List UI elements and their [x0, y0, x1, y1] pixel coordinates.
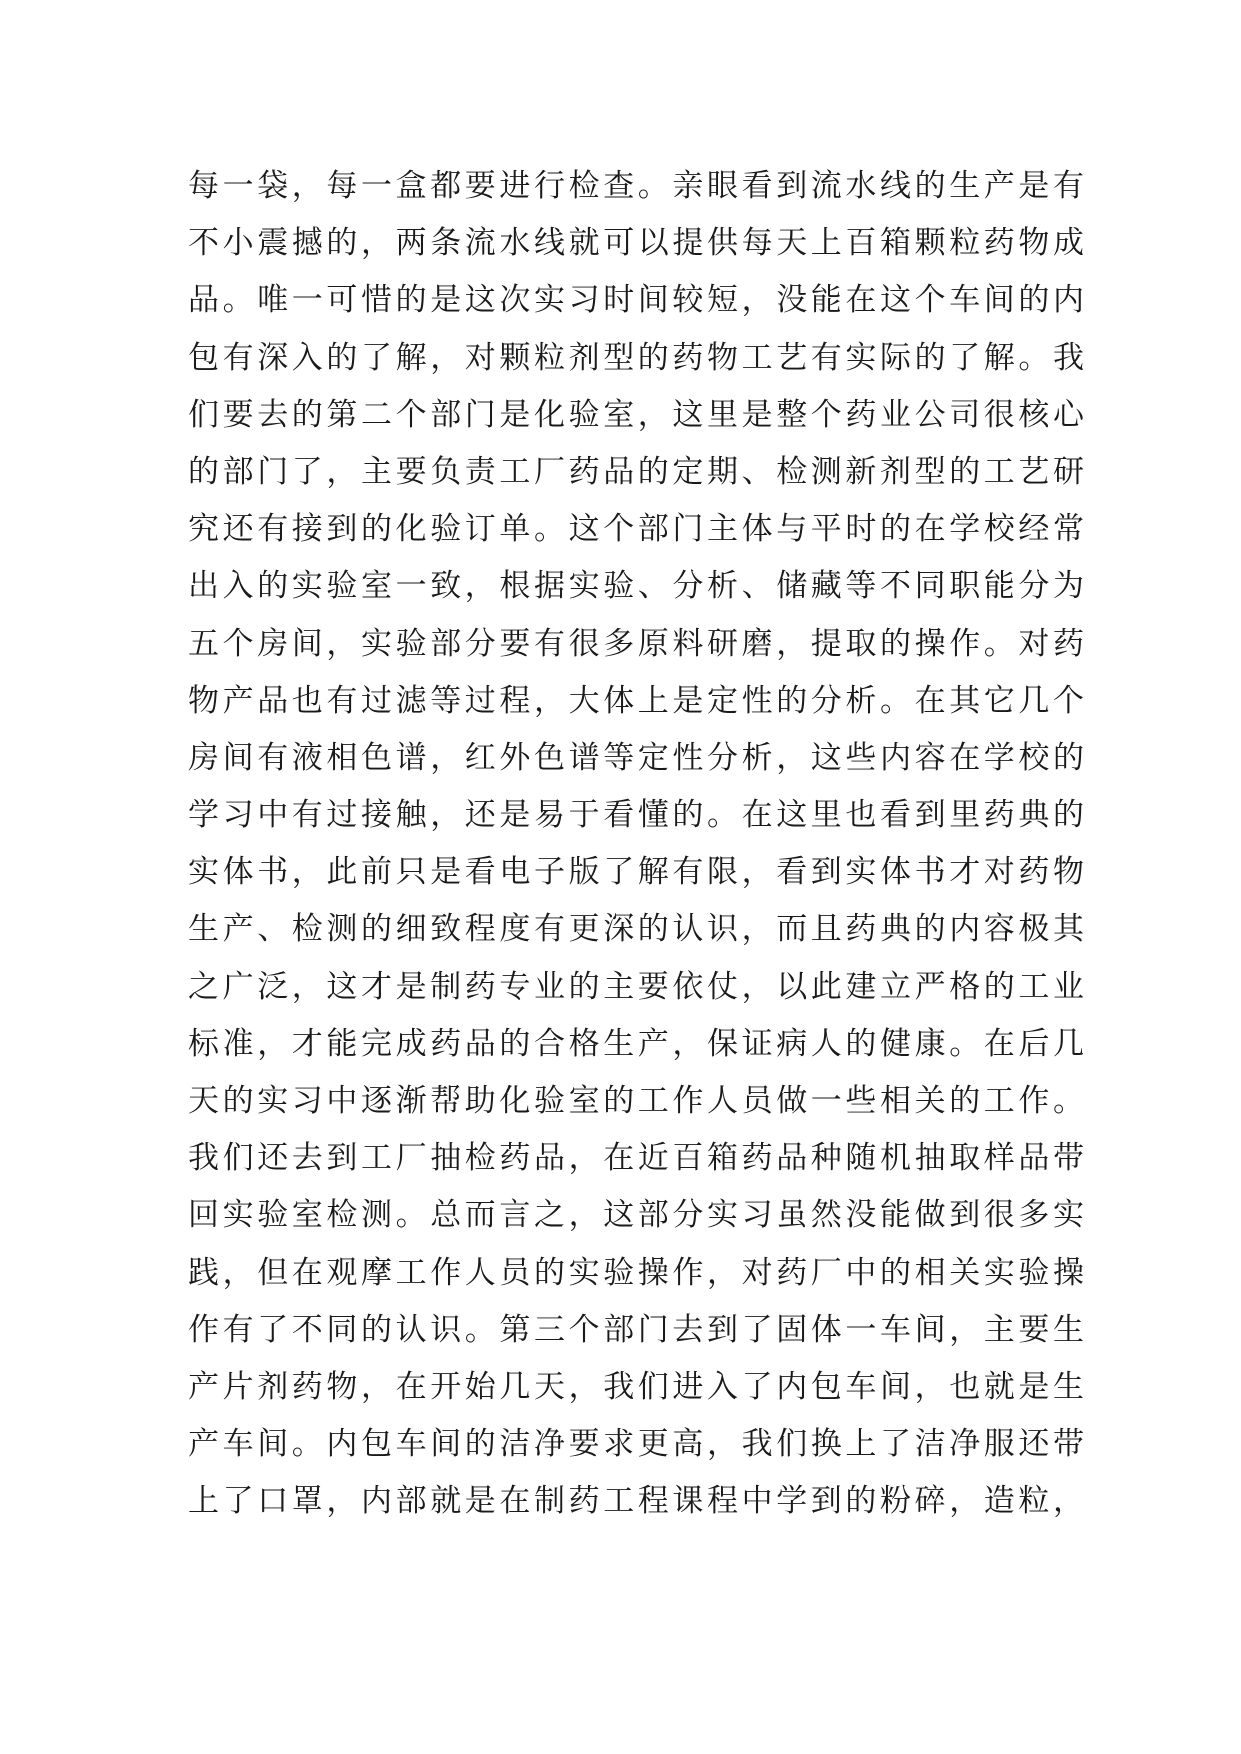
- text-line-5: 们要去的第二个部门是化验室，这里是整个药业公司很核心: [188, 396, 1088, 433]
- text-line-10: 物产品也有过滤等过程，大体上是定性的分析。在其它几个: [188, 682, 1088, 719]
- text-line-6: 的部门了，主要负责工厂药品的定期、检测新剂型的工艺研: [188, 453, 1088, 490]
- text-line-18: 我们还去到工厂抽检药品，在近百箱药品种随机抽取样品带: [188, 1140, 1088, 1177]
- body-text: [188, 158, 1088, 1531]
- text-line-24: 上了口罩，内部就是在制药工程课程中学到的粉碎，造粒，: [188, 1483, 1088, 1520]
- text-line-15: 之广泛，这才是制药专业的主要依仗，以此建立严格的工业: [188, 968, 1088, 1005]
- text-line-14: 生产、检测的细致程度有更深的认识，而且药典的内容极其: [188, 911, 1088, 948]
- text-line-11: 房间有液相色谱，红外色谱等定性分析，这些内容在学校的: [188, 739, 1088, 776]
- text-line-2: 不小震撼的，两条流水线就可以提供每天上百箱颗粒药物成: [188, 225, 1088, 262]
- text-line-8: 出入的实验室一致，根据实验、分析、储藏等不同职能分为: [188, 568, 1088, 605]
- text-line-3: 品。唯一可惜的是这次实习时间较短，没能在这个车间的内: [188, 282, 1088, 319]
- text-line-13: 实体书，此前只是看电子版了解有限，看到实体书才对药物: [188, 854, 1088, 891]
- text-line-21: 作有了不同的认识。第三个部门去到了固体一车间，主要生: [188, 1311, 1088, 1348]
- text-line-4: 包有深入的了解，对颗粒剂型的药物工艺有实际的了解。我: [188, 339, 1088, 376]
- text-line-20: 践，但在观摩工作人员的实验操作，对药厂中的相关实验操: [188, 1254, 1088, 1291]
- text-line-23: 产车间。内包车间的洁净要求更高，我们换上了洁净服还带: [188, 1426, 1088, 1463]
- text-line-12: 学习中有过接触，还是易于看懂的。在这里也看到里药典的: [188, 797, 1088, 834]
- text-line-19: 回实验室检测。总而言之，这部分实习虽然没能做到很多实: [188, 1197, 1088, 1234]
- text-line-16: 标准，才能完成药品的合格生产，保证病人的健康。在后几: [188, 1025, 1088, 1062]
- text-line-17: 天的实习中逐渐帮助化验室的工作人员做一些相关的工作。: [188, 1083, 1088, 1119]
- text-line-9: 五个房间，实验部分要有很多原料研磨，提取的操作。对药: [188, 625, 1088, 662]
- text-line-7: 究还有接到的化验订单。这个部门主体与平时的在学校经常: [188, 511, 1088, 548]
- text-line-22: 产片剂药物，在开始几天，我们进入了内包车间，也就是生: [188, 1368, 1088, 1405]
- text-line-1: 每一袋，每一盒都要进行检查。亲眼看到流水线的生产是有: [188, 168, 1088, 204]
